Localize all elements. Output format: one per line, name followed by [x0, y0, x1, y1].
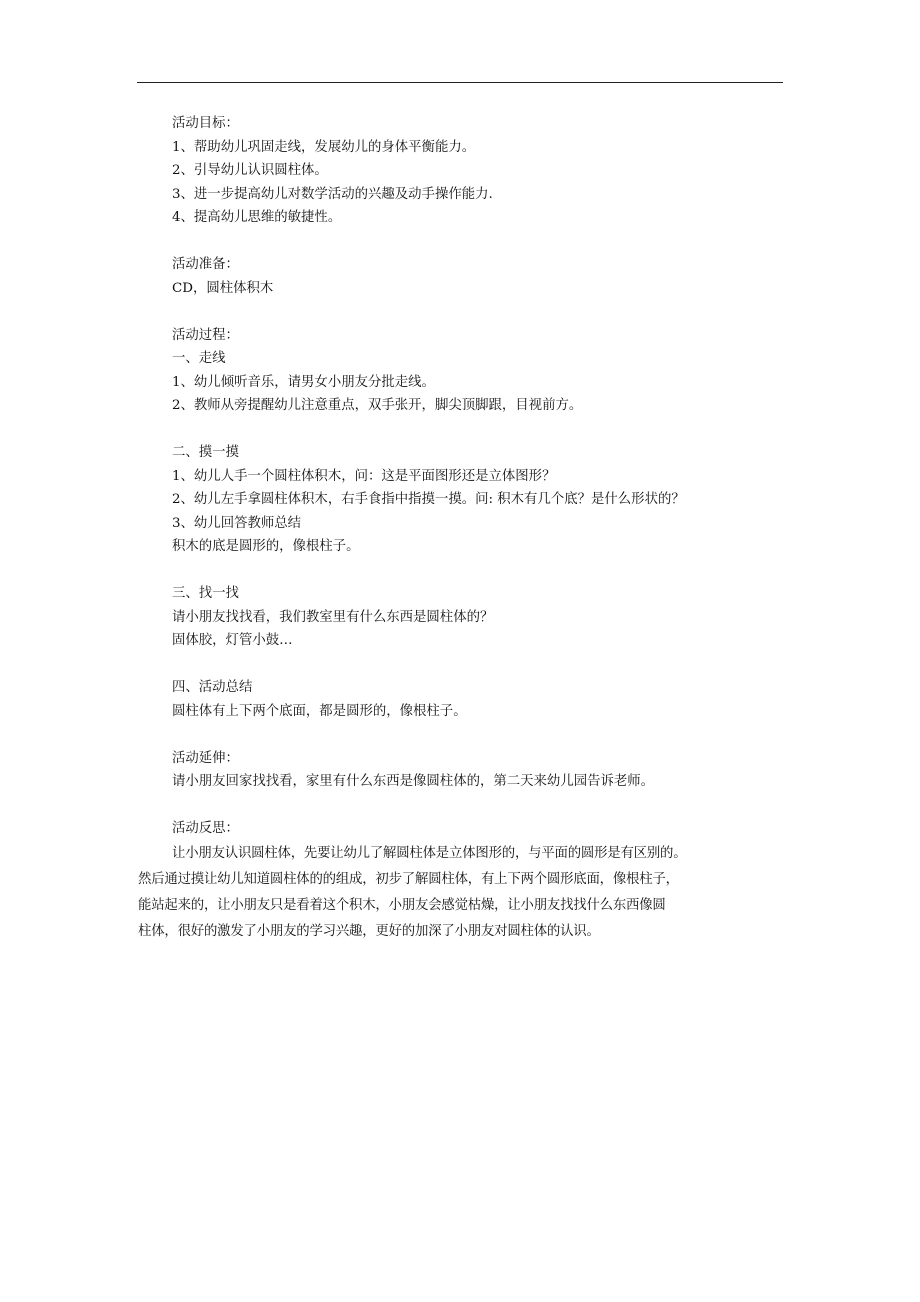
part1-title: 一、走线 [172, 351, 226, 366]
reflection-section [138, 817, 784, 945]
goal-item: 1、帮助幼儿巩固走线，发展幼儿的身体平衡能力。 [172, 139, 476, 155]
part4-title: 四、活动总结 [172, 680, 253, 695]
reflection-heading: 活动反思： [172, 821, 239, 836]
part2-item: 积木的底是圆形的，像根柱子。 [172, 539, 360, 554]
goal-item: 3、进一步提高幼儿对数学活动的兴趣及动手操作能力. [172, 186, 493, 202]
goals-section [172, 112, 784, 230]
part1-item: 1、幼儿倾听音乐，请男女小朋友分批走线。 [172, 374, 435, 390]
part2-item: 3、幼儿回答教师总结 [172, 515, 302, 531]
part3-item: 固体胶，灯管小鼓… [172, 633, 293, 648]
prep-section [172, 253, 784, 300]
part2-item: 1、幼儿人手一个圆柱体积木，问：这是平面图形还是立体图形？ [172, 468, 556, 484]
process-part2 [172, 441, 784, 559]
process-part3 [172, 582, 784, 653]
part2-title: 二、摸一摸 [172, 445, 239, 460]
extension-section [172, 747, 784, 794]
header-rule [137, 82, 783, 83]
reflection-line: 让小朋友认识圆柱体，先要让幼儿了解圆柱体是立体图形的，与平面的圆形是有区别的。 [172, 845, 687, 861]
extension-heading: 活动延伸： [172, 750, 239, 766]
prep-heading: 活动准备： [172, 257, 239, 272]
reflection-line: 柱体，很好的激发了小朋友的学习兴趣，更好的加深了小朋友对圆柱体的认识。 [138, 923, 600, 939]
part4-item: 圆柱体有上下两个底面，都是圆形的，像根柱子。 [172, 703, 467, 719]
document-body [138, 112, 784, 968]
part3-title: 三、找一找 [172, 586, 239, 601]
process-heading: 活动过程： [172, 327, 239, 343]
reflection-line: 能站起来的，让小朋友只是看着这个积木，小朋友会感觉枯燥，让小朋友找找什么东西像圆 [138, 897, 666, 913]
process-part1 [172, 324, 784, 418]
goal-item: 2、引导幼儿认识圆柱体。 [172, 163, 328, 178]
part3-item: 请小朋友找找看，我们教室里有什么东西是圆柱体的？ [172, 609, 494, 625]
reflection-paragraph [138, 841, 784, 945]
goal-item: 4、提高幼儿思维的敏捷性。 [172, 210, 342, 225]
part1-item: 2、教师从旁提醒幼儿注意重点，双手张开，脚尖顶脚跟，目视前方。 [172, 398, 583, 413]
process-part4 [172, 676, 784, 723]
prep-item: CD，圆柱体积木 [172, 280, 274, 296]
extension-item: 请小朋友回家找找看，家里有什么东西是像圆柱体的，第二天来幼儿园告诉老师。 [172, 774, 655, 789]
part2-item: 2、幼儿左手拿圆柱体积木，右手食指中指摸一摸。问: 积木有几个底？是什么形状的？ [172, 492, 685, 507]
reflection-line: 然后通过摸让幼儿知道圆柱体的的组成，初步了解圆柱体，有上下两个圆形底面，像根柱子， [138, 871, 679, 887]
goals-heading: 活动目标： [172, 116, 239, 131]
